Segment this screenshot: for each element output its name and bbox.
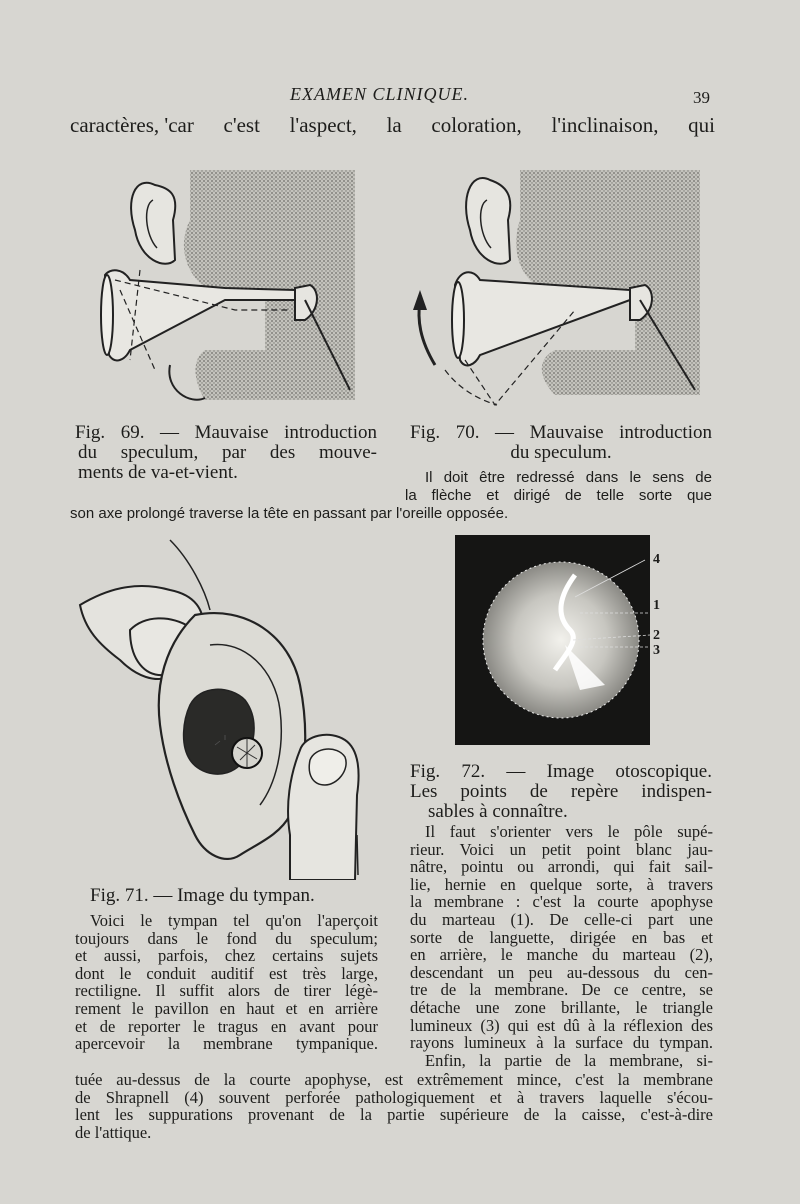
caption-line: du speculum, par des mouve-: [78, 442, 377, 463]
running-title: EXAMEN CLINIQUE.: [290, 84, 469, 104]
figure-70-speculum-illustration: [405, 160, 705, 415]
caption-line: du speculum.: [510, 442, 612, 463]
figure-71-caption: Fig. 71. — Image du tympan.: [90, 885, 315, 906]
text-line: lie, hernie en quelque sorte, à travers: [410, 874, 713, 894]
figure-72-label-4: 4: [653, 552, 660, 567]
text-line: Enfin, la partie de la membrane, si-: [425, 1050, 713, 1070]
figure-72-label-1: 1: [653, 598, 660, 613]
caption-line: Fig. 70. — Mauvaise introduction: [410, 422, 712, 443]
figure-70-caption: [410, 423, 712, 463]
text-line: la membrane : c'est la courte apophyse: [410, 892, 713, 912]
page-number: 39: [693, 88, 710, 107]
figure-70-note: [405, 469, 712, 504]
closing-paragraph: [75, 1071, 713, 1141]
text-line: et de reporter le tragus en avant pour: [75, 1016, 378, 1036]
figure-69-caption: [75, 423, 377, 483]
word: c'est: [223, 113, 260, 137]
text-line: tuée au-dessus de la courte apophyse, est extrêmement mince, c'est la membrane: [75, 1070, 713, 1089]
figure-72-caption: [410, 762, 712, 822]
word: caractères, 'car: [70, 113, 194, 137]
text-line: lumineux (3) qui est dû à la réflexion des: [410, 1015, 713, 1035]
text-line: rieur. Voici un petit point blanc jau-: [410, 839, 713, 859]
note-line: son axe prolongé traverse la tête en passant par l'oreille opposée.: [70, 505, 509, 522]
caption-line: Fig. 69. — Mauvaise introduction: [75, 422, 377, 443]
text-line: rectiligne. Il suffit alors de tirer légè-: [75, 981, 378, 1001]
text-line: rayons lumineux à la surface du tympan.: [410, 1033, 713, 1053]
text-line: rement le pavillon en haut et en arrière: [75, 998, 378, 1018]
text-line: sorte de languette, dirigée en bas et: [410, 927, 713, 947]
word: l'aspect,: [289, 113, 357, 137]
text-line: de l'attique.: [75, 1122, 152, 1142]
note-line: la flèche et dirigé de telle sorte que: [405, 486, 712, 504]
text-line: et aussi, parfois, chez certains sujets: [75, 946, 378, 966]
text-line: en arrière, le manche du marteau (2),: [410, 945, 713, 965]
text-line: apercevoir la membrane tympanique.: [75, 1034, 378, 1054]
text-line: Il faut s'orienter vers le pôle supé-: [425, 822, 713, 841]
text-line: du marteau (1). De celle-ci part une: [410, 909, 713, 929]
first-text-line: [70, 113, 715, 138]
caption-line: ments de va-et-vient.: [78, 462, 238, 483]
figure-72-label-2: 2: [653, 628, 660, 643]
text-line: tre de la membrane. De ce centre, se: [410, 980, 713, 1000]
caption-line: sables à connaître.: [428, 801, 568, 822]
text-line: Voici le tympan tel qu'on l'aperçoit: [90, 911, 378, 930]
figure-71-ear-illustration: [75, 535, 375, 880]
word: qui: [688, 113, 715, 137]
text-line: de Shrapnell (4) souvent perforée pathologiquement et à travers laquelle s'écou-: [75, 1087, 713, 1107]
figure-72-otoscopic-image: [455, 535, 655, 745]
word: coloration,: [431, 113, 522, 137]
text-line: détache une zone brillante, le triangle: [410, 997, 713, 1017]
figure-71-text: [75, 912, 378, 1053]
caption-line: Fig. 72. — Image otoscopique.: [410, 761, 712, 782]
figure-72-text: [410, 823, 713, 1069]
text-line: descendant un peu au-dessous du cen-: [410, 962, 713, 982]
figure-69-speculum-illustration: [95, 160, 355, 410]
word: la: [386, 113, 402, 137]
text-line: toujours dans le fond du speculum;: [75, 928, 378, 948]
word: l'inclinaison,: [551, 113, 659, 137]
text-line: dont le conduit auditif est très large,: [75, 963, 378, 983]
text-line: nâtre, pointu ou arrondi, qui fait sail-: [410, 857, 713, 877]
note-line: Il doit être redressé dans le sens de: [425, 469, 712, 486]
caption-line: Les points de repère indispen-: [410, 781, 712, 802]
figure-72-label-3: 3: [653, 643, 660, 658]
text-line: lent les suppurations provenant de la partie supérieure de la caisse, c'est-à-dire: [75, 1105, 713, 1125]
